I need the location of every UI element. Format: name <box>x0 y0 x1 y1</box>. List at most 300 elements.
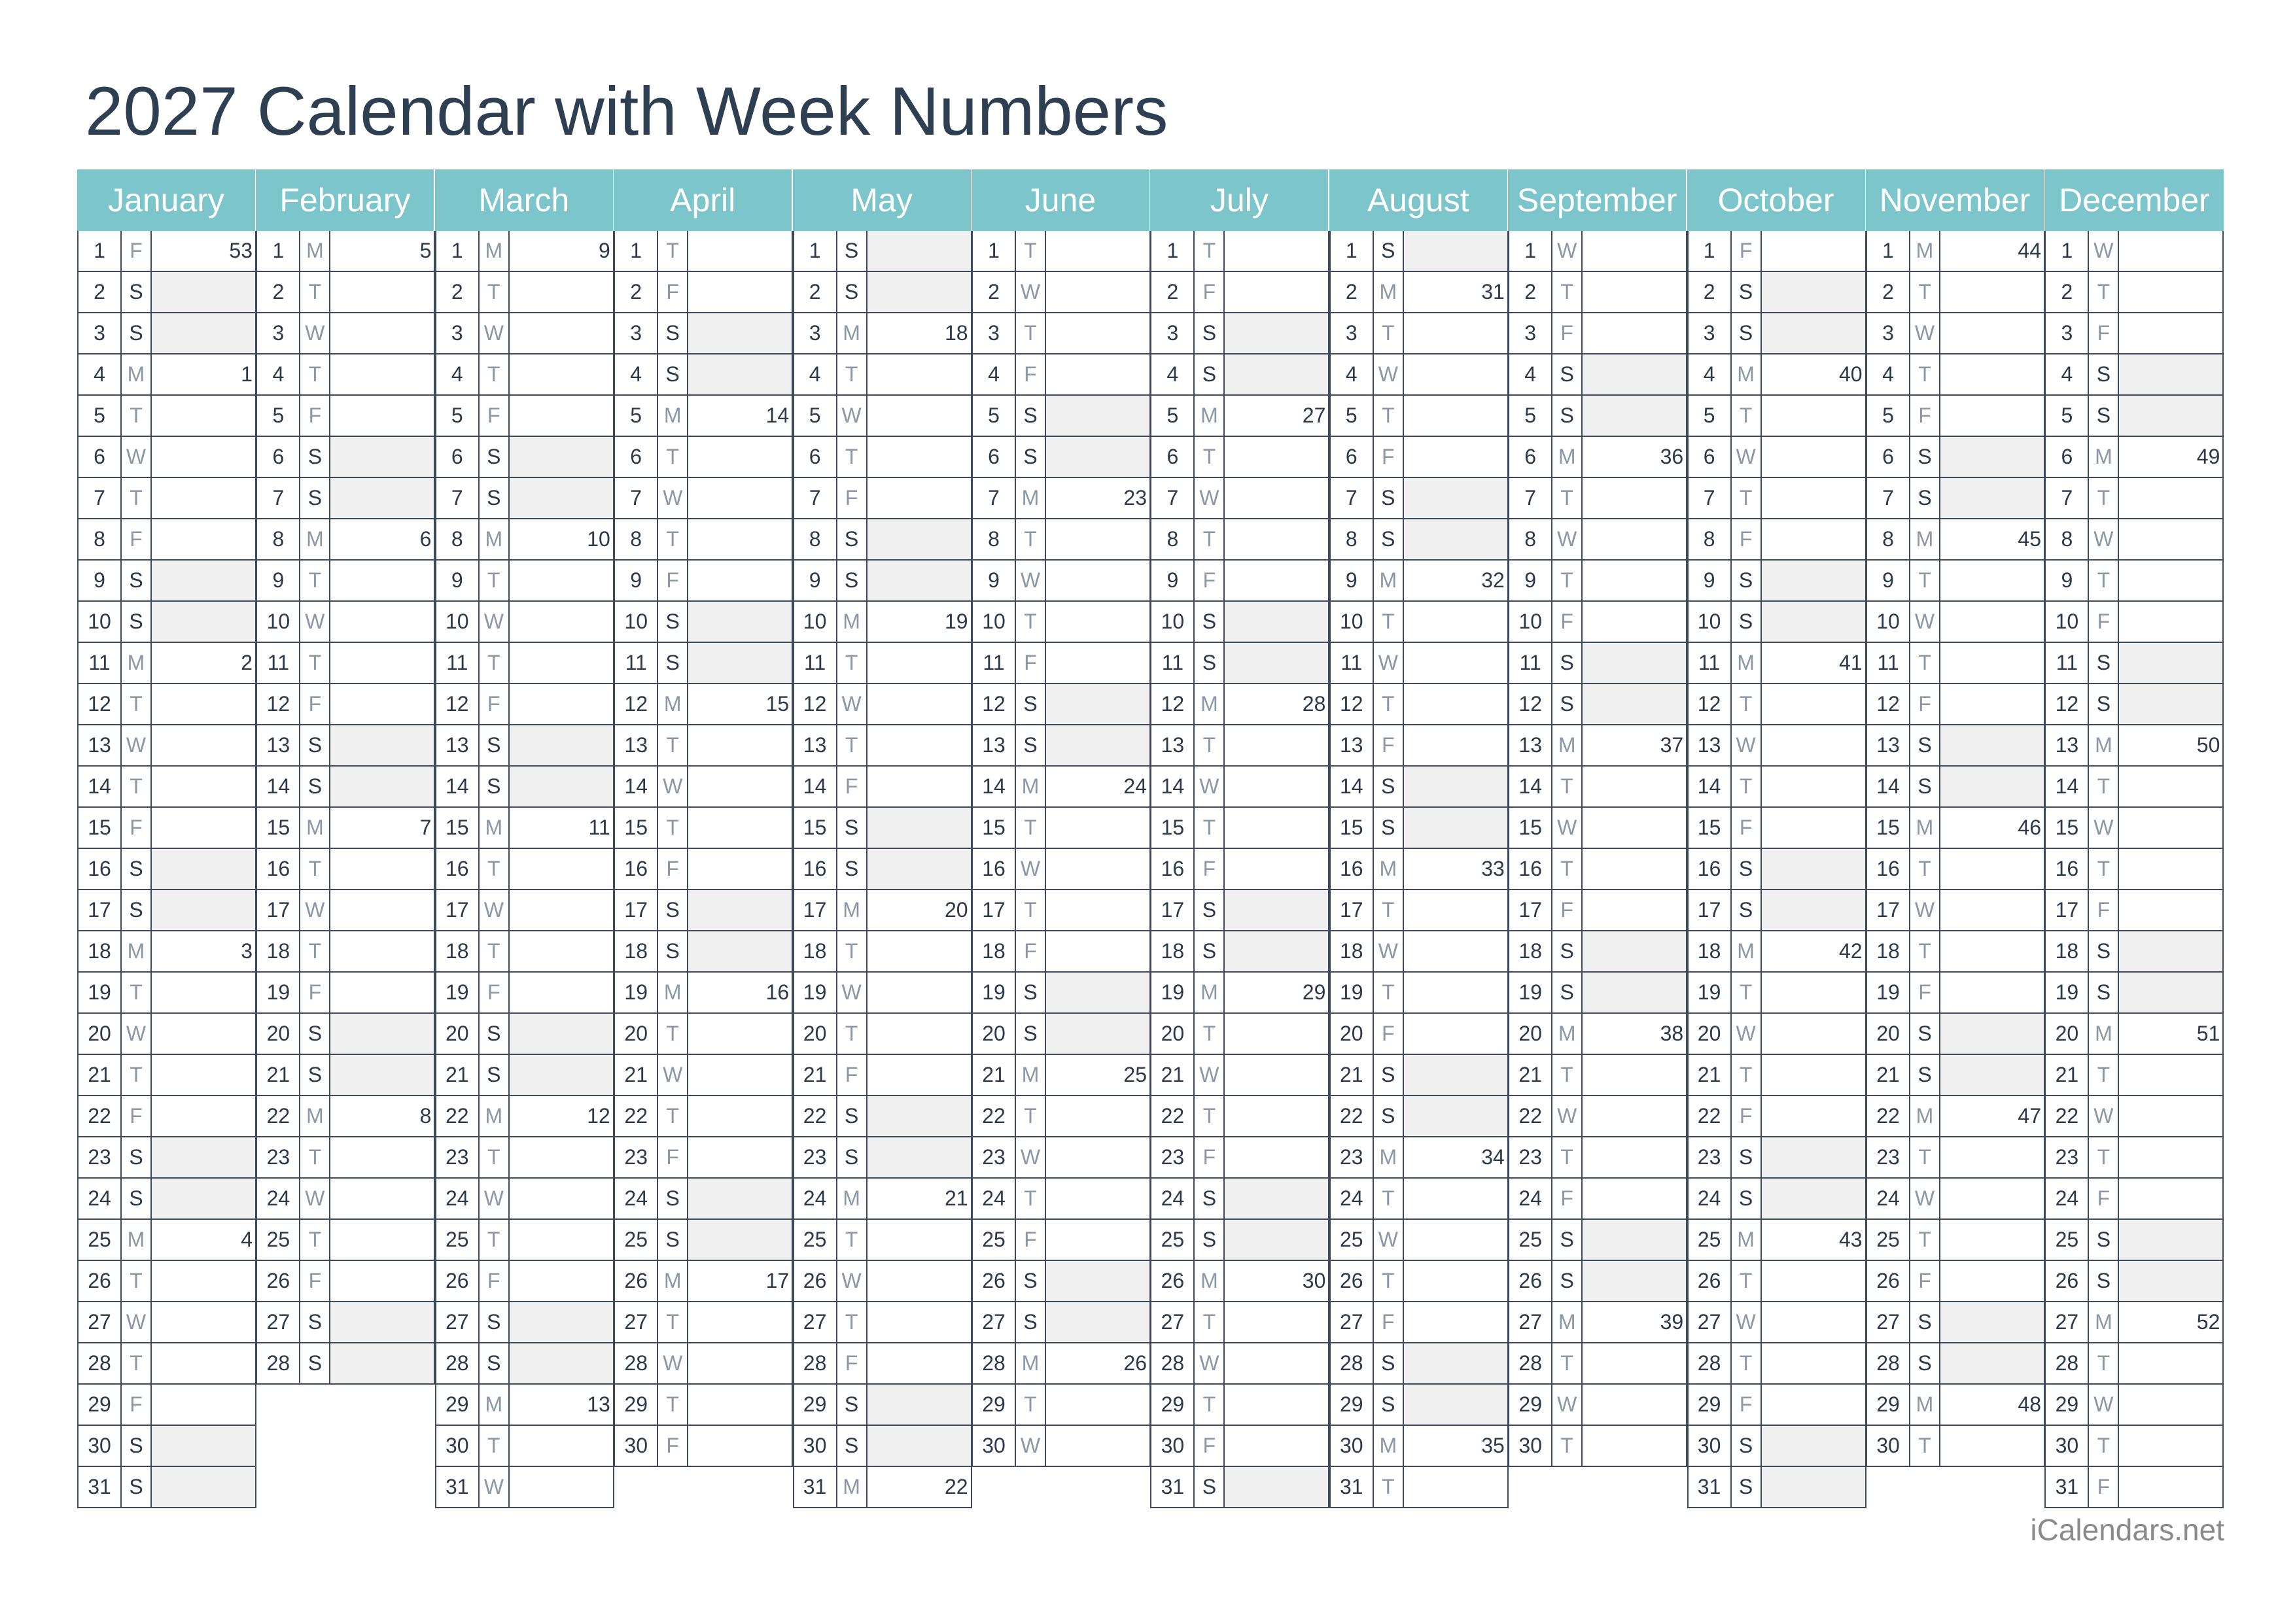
weekday-letter: W <box>837 1261 867 1301</box>
weekday-letter: S <box>1552 684 1583 724</box>
weekday-letter: T <box>1016 602 1046 642</box>
weekday-letter: S <box>837 231 867 271</box>
day-number: 20 <box>1689 1014 1732 1054</box>
week-number <box>1404 973 1507 1012</box>
weekday-letter: S <box>1195 354 1225 394</box>
week-number <box>1583 1426 1686 1466</box>
week-number <box>1583 1096 1686 1136</box>
week-number <box>152 272 255 312</box>
weekday-letter: S <box>122 602 152 642</box>
week-number <box>867 849 971 889</box>
day-row <box>614 1426 793 1467</box>
day-row <box>793 1096 972 1137</box>
day-number: 25 <box>1151 1220 1195 1260</box>
day-number: 22 <box>1509 1096 1552 1136</box>
weekday-letter: W <box>300 313 330 353</box>
day-number: 1 <box>2046 231 2089 271</box>
weekday-letter: F <box>480 684 510 724</box>
week-number: 30 <box>1302 1269 1326 1292</box>
day-number: 23 <box>973 1137 1016 1177</box>
day-row <box>972 1096 1151 1137</box>
weekday-letter: W <box>1552 1385 1583 1425</box>
day-row <box>972 354 1151 396</box>
day-row <box>1687 767 1866 808</box>
day-row <box>77 684 256 725</box>
day-row <box>77 519 256 561</box>
day-row <box>1329 313 1509 354</box>
day-row <box>1687 1137 1866 1179</box>
week-number <box>1046 354 1149 394</box>
weekday-letter: M <box>2089 437 2119 477</box>
week-number <box>510 725 613 765</box>
day-row <box>972 767 1151 808</box>
weekday-letter: M <box>658 1261 688 1301</box>
day-number: 12 <box>436 684 480 724</box>
day-number: 7 <box>436 478 480 518</box>
weekday-letter: T <box>1195 1014 1225 1054</box>
day-row <box>614 1179 793 1220</box>
day-row <box>435 1096 614 1137</box>
weekday-letter: S <box>1732 849 1762 889</box>
day-number: 28 <box>79 1343 122 1383</box>
day-number: 17 <box>1151 890 1195 930</box>
weekday-letter: T <box>2089 1343 2119 1383</box>
weekday-letter: M <box>1374 561 1404 600</box>
week-number <box>1583 684 1686 724</box>
weekday-letter: S <box>1374 1343 1404 1383</box>
day-row <box>435 478 614 519</box>
weekday-letter: F <box>1374 1014 1404 1054</box>
weekday-letter: M <box>837 1467 867 1507</box>
day-row <box>1687 1179 1866 1220</box>
week-number <box>1583 1179 1686 1218</box>
week-number <box>152 437 255 477</box>
day-row <box>614 1014 793 1055</box>
day-number: 3 <box>436 313 480 353</box>
weekday-letter: S <box>2089 354 2119 394</box>
weekday-letter: S <box>1732 602 1762 642</box>
day-row <box>256 973 435 1014</box>
weekday-letter: W <box>1016 272 1046 312</box>
day-row <box>77 1261 256 1302</box>
day-row <box>614 231 793 272</box>
day-row <box>614 1302 793 1343</box>
week-number <box>330 1137 434 1177</box>
week-number <box>867 272 971 312</box>
day-row <box>77 602 256 643</box>
day-number: 29 <box>1867 1385 1910 1425</box>
month-column-april <box>614 169 793 1467</box>
week-number <box>688 313 792 353</box>
weekday-letter: T <box>1910 1220 1940 1260</box>
weekday-letter: S <box>2089 973 2119 1012</box>
weekday-letter: W <box>837 973 867 1012</box>
day-number: 29 <box>973 1385 1016 1425</box>
day-number: 30 <box>615 1426 658 1466</box>
day-number: 10 <box>1151 602 1195 642</box>
weekday-letter: S <box>300 1014 330 1054</box>
day-number: 9 <box>257 561 300 600</box>
day-number: 9 <box>1509 561 1552 600</box>
day-number: 11 <box>794 643 837 683</box>
weekday-letter: S <box>300 437 330 477</box>
week-number <box>510 1137 613 1177</box>
week-number <box>1404 767 1507 806</box>
day-number: 29 <box>1509 1385 1552 1425</box>
week-number <box>1583 808 1686 848</box>
day-row <box>2044 396 2224 437</box>
weekday-letter: S <box>480 1302 510 1342</box>
weekday-letter: F <box>1195 272 1225 312</box>
weekday-letter: F <box>122 1385 152 1425</box>
day-number: 28 <box>615 1343 658 1383</box>
weekday-letter: S <box>1195 890 1225 930</box>
weekday-letter: W <box>1910 890 1940 930</box>
day-number: 29 <box>615 1385 658 1425</box>
day-row <box>2044 354 2224 396</box>
day-row <box>1687 478 1866 519</box>
day-number: 14 <box>1151 767 1195 806</box>
week-number: 26 <box>1123 1351 1147 1375</box>
week-number <box>1762 1261 1865 1301</box>
day-row <box>77 808 256 849</box>
day-number: 17 <box>615 890 658 930</box>
day-row <box>2044 1179 2224 1220</box>
week-number <box>867 1343 971 1383</box>
weekday-letter: M <box>1910 231 1940 271</box>
weekday-letter: F <box>300 684 330 724</box>
day-number: 21 <box>1509 1055 1552 1095</box>
weekday-letter: S <box>300 767 330 806</box>
day-number: 10 <box>1867 602 1910 642</box>
week-number <box>1225 354 1328 394</box>
day-number: 27 <box>1689 1302 1732 1342</box>
day-row <box>435 272 614 313</box>
day-number: 24 <box>1331 1179 1374 1218</box>
weekday-letter: M <box>480 1096 510 1136</box>
day-number: 12 <box>1509 684 1552 724</box>
weekday-letter: S <box>122 890 152 930</box>
day-number: 26 <box>1151 1261 1195 1301</box>
day-row <box>256 354 435 396</box>
day-number: 22 <box>2046 1096 2089 1136</box>
day-row <box>2044 1385 2224 1426</box>
week-number <box>1762 478 1865 518</box>
weekday-letter: F <box>658 1426 688 1466</box>
weekday-letter: W <box>2089 1385 2119 1425</box>
week-number: 44 <box>2018 239 2041 262</box>
week-number <box>1404 1055 1507 1095</box>
day-number: 23 <box>794 1137 837 1177</box>
weekday-letter: S <box>2089 643 2119 683</box>
weekday-letter: F <box>2089 1467 2119 1507</box>
day-row <box>972 437 1151 478</box>
day-number: 25 <box>615 1220 658 1260</box>
weekday-letter: T <box>1374 1179 1404 1218</box>
week-number <box>1940 1302 2044 1342</box>
week-number: 38 <box>1660 1022 1684 1045</box>
day-row <box>1866 1302 2045 1343</box>
day-number: 8 <box>257 519 300 559</box>
weekday-letter: W <box>300 602 330 642</box>
weekday-letter: S <box>1374 767 1404 806</box>
weekday-letter: T <box>837 1302 867 1342</box>
day-number: 4 <box>1689 354 1732 394</box>
weekday-letter: T <box>1016 1179 1046 1218</box>
day-row <box>793 849 972 890</box>
week-number <box>1404 1096 1507 1136</box>
month-column-june <box>972 169 1151 1467</box>
week-number: 1 <box>241 362 253 386</box>
day-number: 13 <box>1689 725 1732 765</box>
day-number: 4 <box>2046 354 2089 394</box>
weekday-letter: M <box>1374 1426 1404 1466</box>
day-number: 14 <box>1867 767 1910 806</box>
weekday-letter: M <box>1552 725 1583 765</box>
day-row <box>1329 849 1509 890</box>
day-row <box>77 931 256 973</box>
day-row <box>614 354 793 396</box>
day-number: 12 <box>794 684 837 724</box>
weekday-letter: W <box>837 684 867 724</box>
weekday-letter: M <box>837 1179 867 1218</box>
week-number <box>867 1014 971 1054</box>
week-number <box>688 890 792 930</box>
week-number: 25 <box>1123 1063 1147 1086</box>
day-number: 9 <box>794 561 837 600</box>
week-number <box>1404 643 1507 683</box>
day-row <box>1866 808 2045 849</box>
day-row <box>1687 1426 1866 1467</box>
day-number: 25 <box>2046 1220 2089 1260</box>
weekday-letter: M <box>837 890 867 930</box>
week-number <box>330 684 434 724</box>
week-number <box>1762 231 1865 271</box>
week-number <box>688 272 792 312</box>
day-row <box>77 561 256 602</box>
day-row <box>1329 973 1509 1014</box>
day-row <box>1508 1343 1687 1385</box>
weekday-letter: T <box>1552 1055 1583 1095</box>
day-number: 3 <box>2046 313 2089 353</box>
week-number: 32 <box>1481 568 1505 592</box>
weekday-letter: T <box>300 931 330 971</box>
day-row <box>256 602 435 643</box>
day-number: 17 <box>1331 890 1374 930</box>
day-row <box>1329 1055 1509 1096</box>
day-number: 13 <box>1331 725 1374 765</box>
day-row <box>1866 231 2045 272</box>
weekday-letter: T <box>2089 561 2119 600</box>
day-row <box>614 519 793 561</box>
day-number: 18 <box>1689 931 1732 971</box>
day-row <box>1508 1179 1687 1220</box>
day-number: 22 <box>1867 1096 1910 1136</box>
week-number <box>867 931 971 971</box>
day-number: 16 <box>1509 849 1552 889</box>
weekday-letter: T <box>1910 849 1940 889</box>
weekday-letter: S <box>2089 931 2119 971</box>
weekday-letter: T <box>480 354 510 394</box>
day-row <box>2044 1426 2224 1467</box>
week-number <box>1762 973 1865 1012</box>
day-row <box>1150 519 1329 561</box>
week-number <box>1225 767 1328 806</box>
weekday-letter: F <box>480 396 510 436</box>
week-number <box>1225 602 1328 642</box>
day-number: 9 <box>1689 561 1732 600</box>
week-number <box>1583 643 1686 683</box>
day-number: 3 <box>615 313 658 353</box>
weekday-letter: F <box>300 973 330 1012</box>
week-number <box>1404 931 1507 971</box>
day-row <box>972 725 1151 767</box>
week-number <box>1404 1467 1507 1507</box>
day-number: 7 <box>1331 478 1374 518</box>
day-row <box>2044 1220 2224 1261</box>
week-number <box>1046 1137 1149 1177</box>
week-number <box>1225 478 1328 518</box>
day-row <box>614 725 793 767</box>
day-row <box>972 808 1151 849</box>
day-row <box>1687 808 1866 849</box>
weekday-letter: F <box>2089 890 2119 930</box>
week-number <box>1762 1343 1865 1383</box>
day-number: 2 <box>1151 272 1195 312</box>
weekday-letter: S <box>1552 396 1583 436</box>
year-calendar-grid <box>77 169 2224 1503</box>
day-number: 27 <box>1509 1302 1552 1342</box>
day-row <box>77 231 256 272</box>
weekday-letter: F <box>1374 437 1404 477</box>
day-row <box>1508 767 1687 808</box>
day-row <box>2044 1261 2224 1302</box>
day-row <box>256 1014 435 1055</box>
week-number <box>510 437 613 477</box>
weekday-letter: T <box>2089 1137 2119 1177</box>
day-row <box>77 1014 256 1055</box>
week-number <box>867 684 971 724</box>
week-number <box>1225 1055 1328 1095</box>
day-number: 21 <box>1867 1055 1910 1095</box>
day-number: 26 <box>615 1261 658 1301</box>
week-number <box>1225 1426 1328 1466</box>
week-number <box>688 643 792 683</box>
week-number <box>1046 1261 1149 1301</box>
week-number <box>688 1096 792 1136</box>
weekday-letter: F <box>1195 561 1225 600</box>
week-number: 46 <box>2018 816 2041 839</box>
weekday-letter: T <box>1195 1096 1225 1136</box>
weekday-letter: W <box>1374 643 1404 683</box>
site-brand-label: iCalendars.net <box>2030 1513 2224 1547</box>
day-number: 16 <box>973 849 1016 889</box>
day-row <box>1150 973 1329 1014</box>
day-row <box>1329 643 1509 684</box>
day-row <box>256 1179 435 1220</box>
weekday-letter: T <box>2089 272 2119 312</box>
day-number: 5 <box>257 396 300 436</box>
day-row <box>435 1179 614 1220</box>
weekday-letter: F <box>837 478 867 518</box>
day-number: 7 <box>973 478 1016 518</box>
day-number: 2 <box>2046 272 2089 312</box>
day-row <box>1329 1426 1509 1467</box>
day-number: 4 <box>1509 354 1552 394</box>
weekday-letter: T <box>122 478 152 518</box>
day-row <box>972 1220 1151 1261</box>
day-number: 6 <box>1509 437 1552 477</box>
weekday-letter: W <box>658 478 688 518</box>
day-row <box>1508 272 1687 313</box>
week-number <box>1940 354 2044 394</box>
day-number: 5 <box>79 396 122 436</box>
weekday-letter: M <box>1910 1385 1940 1425</box>
week-number <box>510 602 613 642</box>
weekday-letter: S <box>1016 973 1046 1012</box>
week-number: 47 <box>2018 1104 2041 1128</box>
day-row <box>614 1385 793 1426</box>
day-row <box>793 1467 972 1508</box>
week-number <box>2119 1467 2222 1507</box>
weekday-letter: W <box>1732 437 1762 477</box>
day-number: 3 <box>1151 313 1195 353</box>
day-row <box>1508 478 1687 519</box>
week-number <box>152 519 255 559</box>
day-number: 20 <box>79 1014 122 1054</box>
day-row <box>1508 1426 1687 1467</box>
week-number <box>1762 396 1865 436</box>
day-row <box>435 1302 614 1343</box>
weekday-letter: W <box>1195 1055 1225 1095</box>
day-number: 18 <box>973 931 1016 971</box>
day-number: 5 <box>1331 396 1374 436</box>
week-number <box>1940 478 2044 518</box>
day-row <box>77 1055 256 1096</box>
week-number <box>688 808 792 848</box>
day-row <box>1508 684 1687 725</box>
day-number: 4 <box>257 354 300 394</box>
day-number: 29 <box>79 1385 122 1425</box>
weekday-letter: T <box>480 272 510 312</box>
weekday-letter: T <box>480 931 510 971</box>
day-number: 11 <box>973 643 1016 683</box>
day-number: 26 <box>1509 1261 1552 1301</box>
month-header: April <box>614 169 793 231</box>
weekday-letter: T <box>1016 890 1046 930</box>
weekday-letter: S <box>837 1426 867 1466</box>
day-row <box>2044 313 2224 354</box>
day-row <box>972 231 1151 272</box>
weekday-letter: F <box>1910 684 1940 724</box>
day-row <box>2044 561 2224 602</box>
week-number <box>2119 931 2222 971</box>
day-number: 20 <box>1867 1014 1910 1054</box>
day-number: 17 <box>794 890 837 930</box>
day-row <box>1508 1220 1687 1261</box>
week-number <box>2119 643 2222 683</box>
day-number: 14 <box>1331 767 1374 806</box>
day-number: 1 <box>615 231 658 271</box>
day-number: 30 <box>1509 1426 1552 1466</box>
day-number: 14 <box>615 767 658 806</box>
day-number: 3 <box>1689 313 1732 353</box>
day-number: 9 <box>2046 561 2089 600</box>
weekday-letter: S <box>2089 396 2119 436</box>
day-row <box>2044 767 2224 808</box>
day-row <box>1687 602 1866 643</box>
weekday-letter: T <box>1016 313 1046 353</box>
